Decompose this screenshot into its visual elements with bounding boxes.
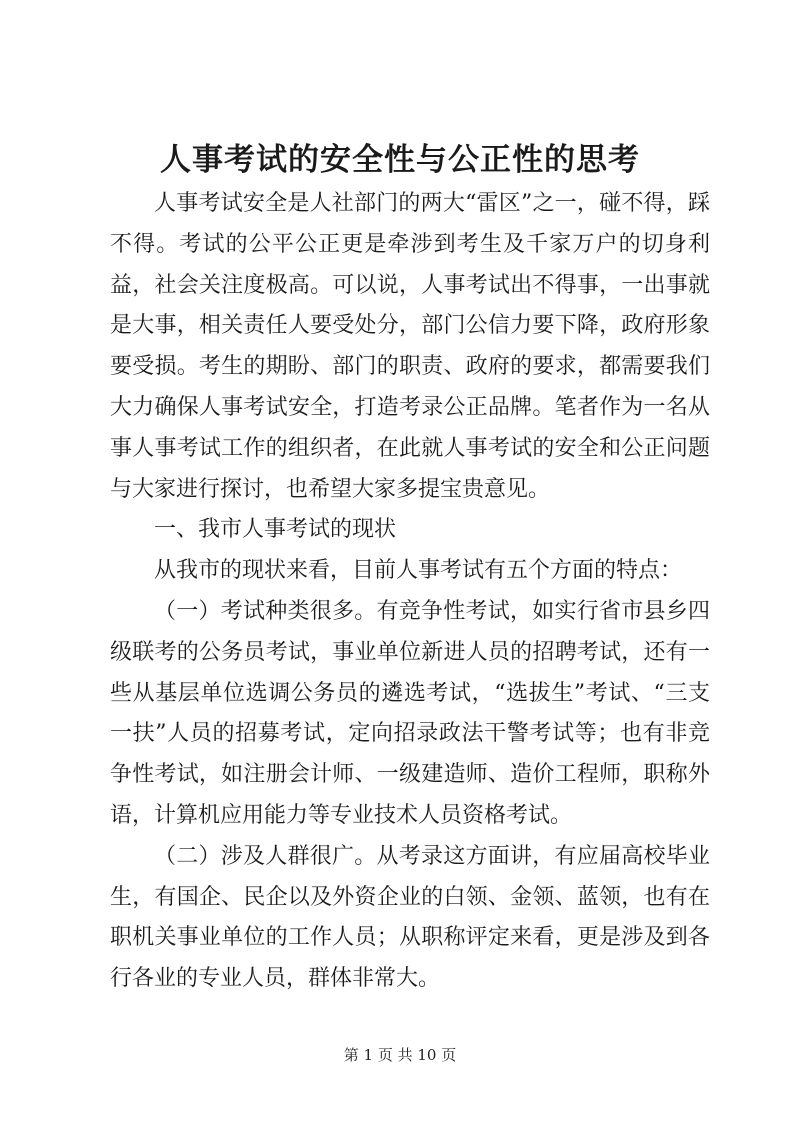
paragraph-point-1: （一）考试种类很多。有竞争性考试，如实行省市县乡四级联考的公务员考试，事业单位新进人员的招聘考试，还有一些从基层单位选调公务员的遴选考试，“选拔生”考试、“三支一扶”人员的招募考试，定向招录政法干警考试等；也有非竞争性考试，如注册会计师、一级建造师、造价工程师，职称外语，计算机应用能力等专业技术人员资格考试。: [110, 598, 710, 828]
paragraph-point-2: （二）涉及人群很广。从考录这方面讲，有应届高校毕业生，有国企、民企以及外资企业的白领、金领、蓝领，也有在职机关事业单位的工作人员；从职称评定来看，更是涉及到各行各业的专业人员，群体非常大。: [110, 843, 710, 992]
paragraph-intro: 人事考试安全是人社部门的两大“雷区”之一，碰不得，踩不得。考试的公平公正更是牵涉到考生及千家万户的切身利益，社会关注度极高。可以说，人事考试出不得事，一出事就是大事，相关责任人要受处分，部门公信力要下降，政府形象要受损。考生的期盼、部门的职责、政府的要求，都需要我们大力确保人事考试安全，打造考录公正品牌。笔者作为一名从事人事考试工作的组织者，在此就人事考试的安全和公正问题与大家进行探讨，也希望大家多提宝贵意见。: [110, 191, 710, 502]
page-number-footer: 第 1 页 共 10 页: [343, 1046, 457, 1064]
paragraph-overview: 从我市的现状来看，目前人事考试有五个方面的特点：: [154, 558, 683, 584]
document-body: [110, 184, 710, 1000]
section-heading: 一、我市人事考试的现状: [154, 517, 397, 543]
page-title: 人事考试的安全性与公正性的思考: [160, 142, 640, 178]
